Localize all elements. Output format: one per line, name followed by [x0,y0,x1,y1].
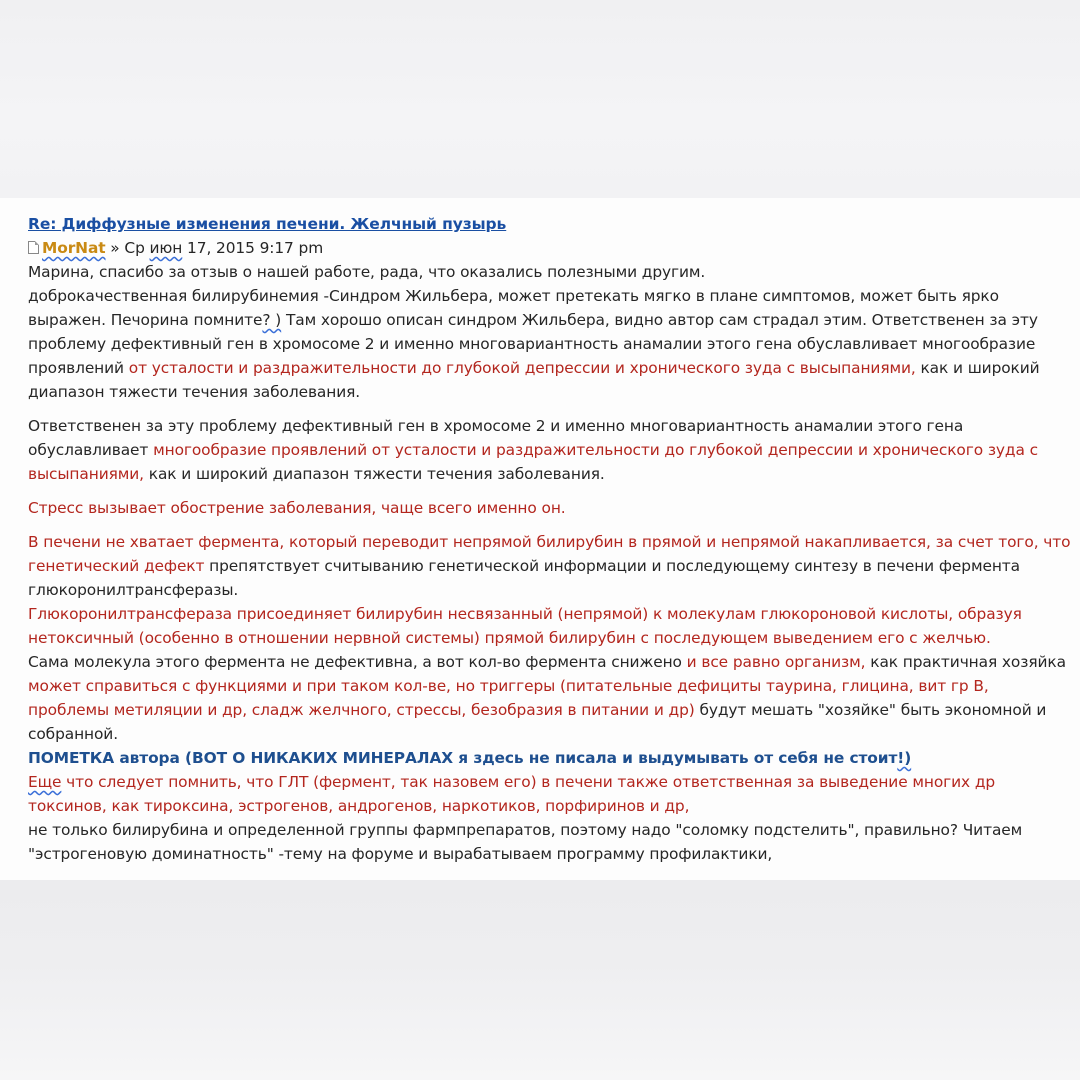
p3-text-a: Ответственен за эту проблему дефективный ген в хромосоме 2 и именно многовариантность анамалии этого гена обуславливает [28,417,964,459]
post-meta-month: июн [149,239,183,257]
post-paragraph-3 [28,414,1072,486]
post-paragraph-9: не только билирубина и определенной группы фармпрепаратов, поэтому надо "соломку подстелить", правильно? Читаем "эстрогеновую доминатность" -тему на форуме и вырабатываем программу профилактики, [28,821,1023,863]
p2-text-c: как и широкий диапазон тяжести течения заболевания. [28,359,1040,401]
paragraph-gap [28,520,1072,530]
post-paragraph-1: Марина, спасибо за отзыв о нашей работе, рада, что оказались полезными другим. [28,263,706,281]
post-paragraph-7 [28,650,1072,746]
post-paragraph-2 [28,284,1072,404]
post-author-link[interactable]: MorNat [42,239,106,257]
p8-first-word: Еще [28,773,62,791]
p2-text-a: доброкачественная билирубинемия -Синдром Жильбера, может претекать мягко в плане симптомов, может быть ярко выражен. Печорина помните [28,287,999,329]
post-document-icon[interactable] [28,241,39,254]
post-paragraph-8 [28,770,1072,818]
p3-text-b: как и широкий диапазон тяжести течения заболевания. [143,465,605,483]
p7-text-a: Сама молекула этого фермента не дефективна, а вот кол-во фермента снижено [28,653,687,671]
p7-highlight-1: и все равно организм, [686,653,866,671]
p7-text-c: будут мешать "хозяйке" быть экономной и собранной. [28,701,1047,743]
top-blank-band [0,0,1080,198]
author-note-end: !) [897,749,912,767]
p2-highlight: от усталости и раздражительности до глубокой депрессии и хронического зуда с высыпаниями, [128,359,916,377]
post-title-link[interactable]: Re: Диффузные изменения печени. Желчный пузырь [28,215,507,233]
post-paragraph-6: Глюкоронилтрансфераза присоединяет билирубин несвязанный (непрямой) к молекулам глюкороновой кислоты, образуя нетоксичный (особенно в отношении нервной системы) прямой билирубин с последующем выведением его с желчью. [28,605,1022,647]
paragraph-gap [28,486,1072,496]
post-meta-date: 17, 2015 9:17 pm [182,239,324,257]
forum-post-panel [0,198,1080,880]
p2-text-b: Там хорошо описан синдром Жильбера, видно автор сам страдал этим. Ответственен за эту проблему дефективный ген в хромосоме 2 и именно многовариантность анамалии этого гена обуславливает многообразие проявлений [28,311,1038,377]
forum-post [28,212,1072,866]
p3-highlight: многообразие проявлений от усталости и раздражительности до глубокой депрессии и хронического зуда с высыпаниями, [28,441,1038,483]
p5-highlight: В печени не хватает фермента, который переводит непрямой билирубин в прямой и непрямой накапливается, за счет того, что генетический дефект [28,533,1071,575]
p7-highlight-2: может справиться с функциями и при таком кол-ве, но триггеры (питательные дефициты таурина, глицина, вит гр В, проблемы метиляции и др, сладж желчного, стрессы, безобразия в питании и др) [28,677,989,719]
post-paragraph-5 [28,530,1072,602]
post-meta-separator: » Ср [105,239,150,257]
post-meta [28,236,1072,260]
author-note-text: ПОМЕТКА автора (ВОТ О НИКАКИХ МИНЕРАЛАХ я здесь не писала и выдумывать от себя не стоит [28,749,898,767]
p2-question: ? ) [262,311,282,329]
author-note [28,746,1072,770]
post-paragraph-4: Стресс вызывает обострение заболевания, чаще всего именно он. [28,499,566,517]
p5-text: препятствует считыванию генетической информации и последующему синтезу в печени фермента глюкоронилтрансферазы. [28,557,1021,599]
bottom-blank-band [0,880,1080,1080]
paragraph-gap [28,404,1072,414]
p7-text-b: как практичная хозяйка [865,653,1066,671]
p8-text: что следует помнить, что ГЛТ (фермент, так назовем его) в печени также ответственная за выведение многих др токсинов, как тироксина, эстрогенов, андрогенов, наркотиков, порфиринов и др, [28,773,996,815]
